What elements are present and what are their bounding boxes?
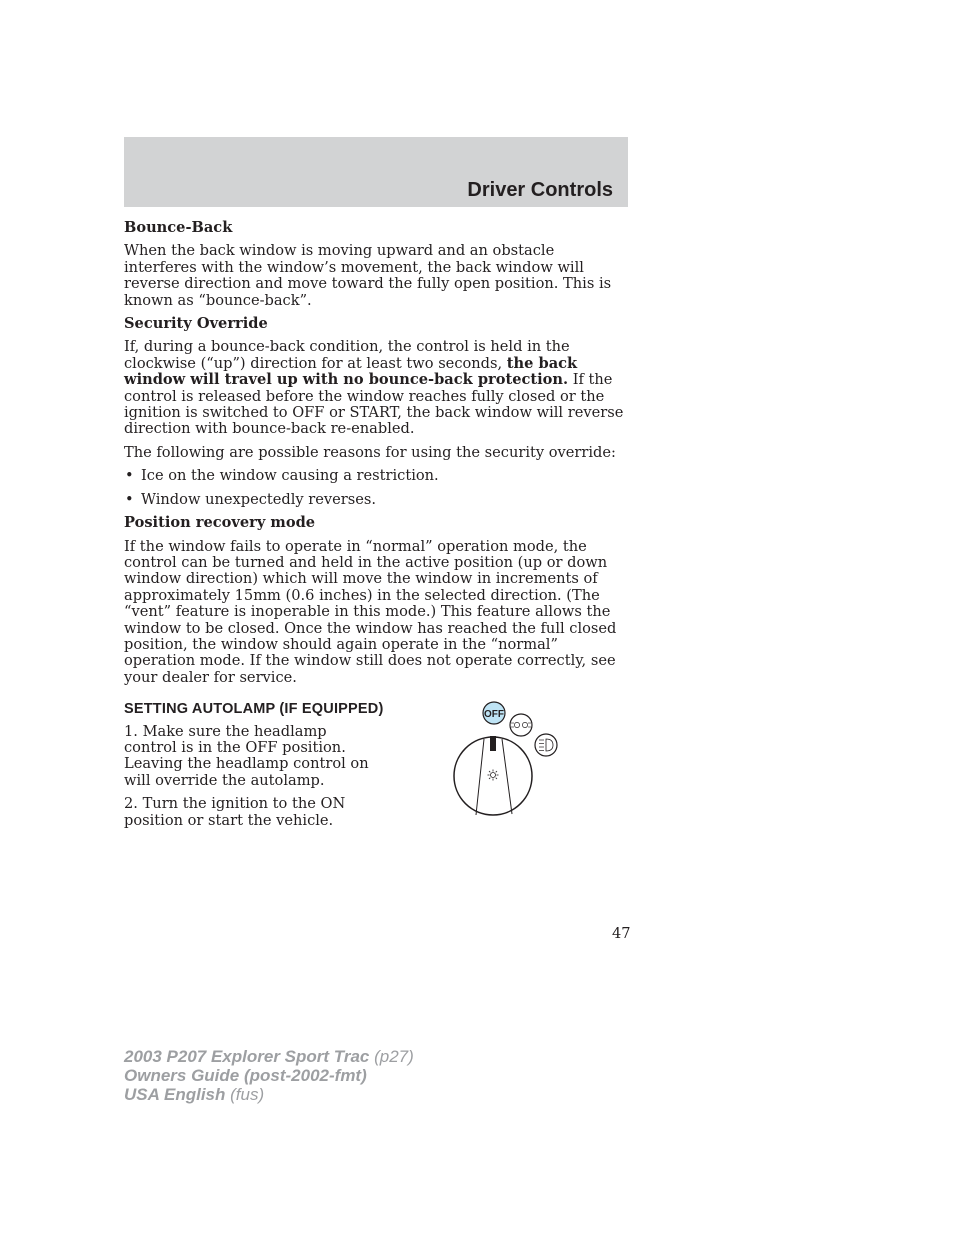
reasons-intro: The following are possible reasons for using the security override:	[124, 443, 616, 461]
headlamp-knob-icon	[454, 736, 532, 815]
autolamp-heading: SETTING AUTOLAMP (IF EQUIPPED)	[124, 701, 384, 718]
footer-line-2	[124, 1066, 414, 1085]
bullet-text: Window unexpectedly reverses.	[141, 490, 377, 508]
security-override-body-end: If the control is released before the window reaches fully closed or the ignition is switched to OFF or START, the back window will reverse direction with bounce-back re-enabled.	[124, 371, 624, 438]
autolamp-step-1: 1. Make sure the headlamp control is in the OFF position. Leaving the headlamp control on will override the autolamp.	[124, 722, 369, 789]
bounce-back-body: When the back window is moving upward and an obstacle interferes with the window’s movement, the back window will reverse direction and move toward the fully open position. This is known as “bounce-back”.	[124, 242, 612, 309]
autolamp-step-2: 2. Turn the ignition to the ON position or start the vehicle.	[124, 795, 346, 829]
footer-model-code: (p27)	[369, 1047, 414, 1066]
position-recovery-heading: Position recovery mode	[124, 514, 316, 532]
security-override-heading: Security Override	[124, 315, 268, 333]
bullet-icon: •	[125, 467, 134, 485]
bounce-back-heading: Bounce-Back	[124, 219, 233, 236]
off-position-icon	[483, 702, 505, 724]
footer-model: 2003 P207 Explorer Sport Trac	[124, 1047, 370, 1066]
parking-lamp-icon	[510, 714, 532, 736]
headlamp-on-icon	[535, 734, 557, 756]
list-item	[124, 468, 628, 484]
security-override-body	[124, 339, 628, 437]
footer-language-code: (fus)	[225, 1085, 265, 1104]
off-label: OFF	[484, 709, 504, 720]
footer-line-1	[124, 1047, 414, 1066]
list-item	[124, 492, 628, 508]
bullet-icon: •	[125, 490, 134, 508]
footer-line-3	[124, 1085, 414, 1104]
position-recovery-body: If the window fails to operate in “normal” operation mode, the control can be turned and held in the active position (up or down window direction) which will move the window in increments of approximately 15mm (0.6 inches) in the selected direction. (The “vent” feature is inoperable in this mode.) This feature allows the window to be closed. Once the window has reached the full closed position, the window should again operate in the “normal” operation mode. If the window still does not operate correctly, see your dealer for service.	[124, 537, 617, 686]
autolamp-steps	[124, 724, 372, 829]
section-title: Driver Controls	[467, 179, 613, 201]
bullet-text: Ice on the window causing a restriction.	[141, 467, 439, 485]
section-header-bar	[124, 137, 628, 207]
footer-language: USA English	[124, 1085, 226, 1104]
headlamp-control-diagram	[440, 700, 570, 820]
document-footer	[124, 1047, 414, 1104]
security-override-body-bold: the back window will travel up with no bounce-back protection.	[124, 354, 578, 389]
page-number: 47	[612, 925, 631, 942]
security-override-body-start: If, during a bounce-back condition, the control is held in the clockwise (“up”) direction for at least two seconds,	[124, 338, 570, 372]
footer-guide: Owners Guide (post-2002-fmt)	[124, 1066, 367, 1085]
